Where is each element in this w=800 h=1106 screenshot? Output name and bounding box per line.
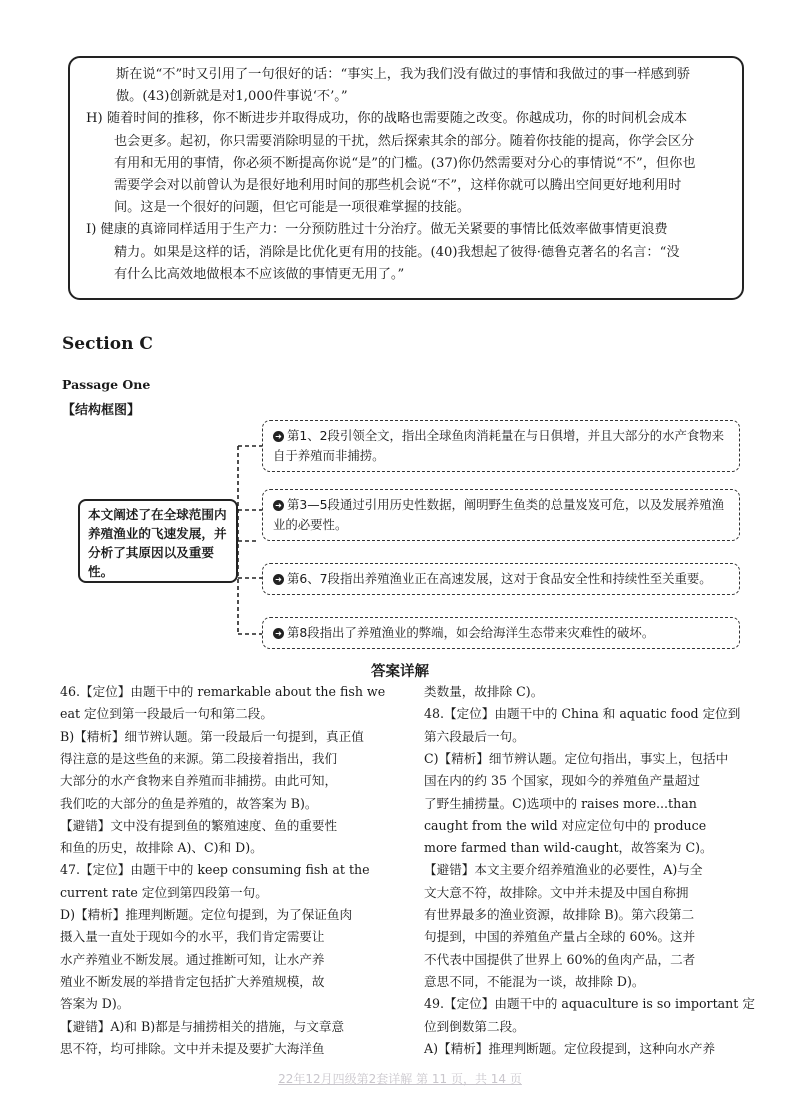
excerpt-line: I) 健康的真谛同样适用于生产力：一分预防胜过十分治疗。做无关紧要的事情比低效率做事情更浪费	[86, 222, 668, 238]
answer-line: A)【精析】推理判断题。定位段提到，这种向水产养	[424, 1040, 716, 1056]
answer-line: 位到倒数第二段。	[424, 1018, 525, 1034]
excerpt-line: 有用和无用的事情，你必须不断提高你说“是”的门槛。(37)你仍然需要对分心的事情说“不”，但你也	[114, 155, 696, 171]
passage-title: Passage One	[62, 377, 151, 392]
answers-title: 答案详解	[371, 664, 429, 680]
arrow-icon: ➜	[273, 431, 284, 442]
answer-line: 水产养殖业不断发展。通过推断可知，让水产养	[60, 951, 325, 967]
branch-text: 第3—5段通过引用历史性数据，阐明野生鱼类的总量岌岌可危，以及发展养殖渔业的必要性。	[273, 497, 725, 532]
answer-line: 47.【定位】由题干中的 keep consuming fish at the	[60, 862, 370, 878]
arrow-icon: ➜	[273, 628, 284, 639]
footer-text: 22年12月四级第2套详解 第 11 页，共 14 页	[278, 1072, 522, 1086]
answer-line: 意思不同，不能混为一谈，故排除 D)。	[424, 973, 645, 989]
excerpt-line: 需要学会对以前曾认为是很好地利用时间的那些机会说“不”，这样你就可以腾出空间更好地利用时	[114, 178, 682, 193]
branch-text: 第6、7段指出养殖渔业正在高速发展，这对于食品安全性和持续性至关重要。	[287, 571, 712, 586]
arrow-icon: ➜	[273, 500, 284, 511]
answer-line: 得注意的是这些鱼的来源。第二段接着指出，我们	[60, 750, 338, 766]
answer-line: 【避错】文中没有提到鱼的繁殖速度、鱼的重要性	[60, 817, 338, 833]
answer-line: current rate 定位到第四段第一句。	[60, 884, 268, 900]
answer-line: 和鱼的历史，故排除 A)、C)和 D)。	[60, 840, 263, 856]
excerpt-line: 间。这是一个很好的问题，但它可能是一项很难掌握的技能。	[114, 200, 471, 216]
answer-line: 46.【定位】由题干中的 remarkable about the fish we	[60, 684, 386, 699]
excerpt-line: 斯在说“不”时又引用了一句很好的话：“事实上，我为我们没有做过的事情和我做过的事一样感到骄	[116, 67, 691, 82]
excerpt-line: H) 随着时间的推移，你不断进步并取得成功，你的战略也需要随之改变。你越成功，你的时间机会成本	[86, 111, 688, 127]
answer-line: C)【精析】细节辨认题。定位句指出，事实上，包括中	[424, 750, 729, 766]
structure-frame-title: 【结构框图】	[62, 403, 141, 418]
answer-line: 48.【定位】由题干中的 China 和 aquatic food 定位到	[424, 706, 741, 722]
structure-main-summary: 本文阐述了在全球范围内养殖渔业的飞速发展，并分析了其原因以及重要性。	[78, 499, 238, 583]
answer-line: 文大意不符，故排除。文中并未提及中国自称拥	[424, 884, 689, 900]
excerpt-line: 傲。(43)创新就是对1,000件事说‘不’。”	[116, 89, 348, 105]
answer-line: D)【精析】推理判断题。定位句提到，为了保证鱼肉	[60, 907, 353, 922]
branch-text: 第8段指出了养殖渔业的弊端，如会给海洋生态带来灾难性的破坏。	[287, 625, 655, 640]
answer-line: eat 定位到第一段最后一句和第二段。	[60, 706, 273, 722]
answer-line: 思不符，均可排除。文中并未提及要扩大海洋鱼	[60, 1040, 325, 1056]
answer-line: 【避错】本文主要介绍养殖渔业的必要性，A)与全	[424, 862, 703, 878]
answer-line: 不代表中国提供了世界上 60%的鱼肉产品，二者	[424, 951, 696, 967]
page-footer	[0, 1070, 800, 1087]
excerpt-line: 也会更多。起初，你只需要消除明显的干扰，然后探索其余的部分。随着你技能的提高，你学会区分	[114, 133, 695, 149]
excerpt-line: 精力。如果是这样的话，消除是比优化更有用的技能。(40)我想起了彼得·德鲁克著名的名言：“没	[114, 244, 680, 260]
answer-line: 了野生捕捞量。C)选项中的 raises more...than	[424, 795, 697, 811]
answer-line: more farmed than wild-caught，故答案为 C)。	[424, 840, 713, 856]
answer-line: 国在内的约 35 个国家，现如今的养殖鱼产量超过	[424, 773, 700, 789]
structure-branch-3	[262, 563, 740, 595]
answer-line: 【避错】A)和 B)都是与捕捞相关的措施，与文章意	[60, 1018, 345, 1034]
branch-text: 第1、2段引领全文，指出全球鱼肉消耗量在与日俱增，并且大部分的水产食物来自于养殖而非捕捞。	[273, 428, 725, 463]
answer-line: caught from the wild 对应定位句中的 produce	[424, 817, 707, 833]
answer-line: 殖业不断发展的举措肯定包括扩大养殖规模，故	[60, 973, 325, 989]
answer-line: 类数量，故排除 C)。	[424, 684, 544, 699]
arrow-icon: ➜	[273, 574, 284, 585]
answer-line: 大部分的水产食物来自养殖而非捕捞。由此可知，	[60, 773, 338, 789]
structure-branch-2	[262, 489, 740, 541]
answer-line: B)【精析】细节辨认题。第一段最后一句提到，真正值	[60, 728, 364, 744]
answer-line: 有世界最多的渔业资源，故排除 B)。第六段第二	[424, 907, 695, 922]
section-title: Section C	[62, 334, 153, 354]
answer-line: 句提到，中国的养殖鱼产量占全球的 60%。这并	[424, 929, 696, 945]
excerpt-line: 有什么比高效地做根本不应该做的事情更无用了。”	[114, 266, 405, 282]
answer-line: 答案为 D)。	[60, 996, 130, 1012]
answer-line: 摄入量一直处于现如今的水平，我们肯定需要让	[60, 929, 325, 945]
answer-line: 我们吃的大部分的鱼是养殖的，故答案为 B)。	[60, 795, 318, 811]
structure-branch-1	[262, 420, 740, 472]
structure-branch-4	[262, 617, 740, 649]
answer-line: 第六段最后一句。	[424, 728, 525, 744]
answer-line: 49.【定位】由题干中的 aquaculture is so important 定	[424, 996, 755, 1012]
